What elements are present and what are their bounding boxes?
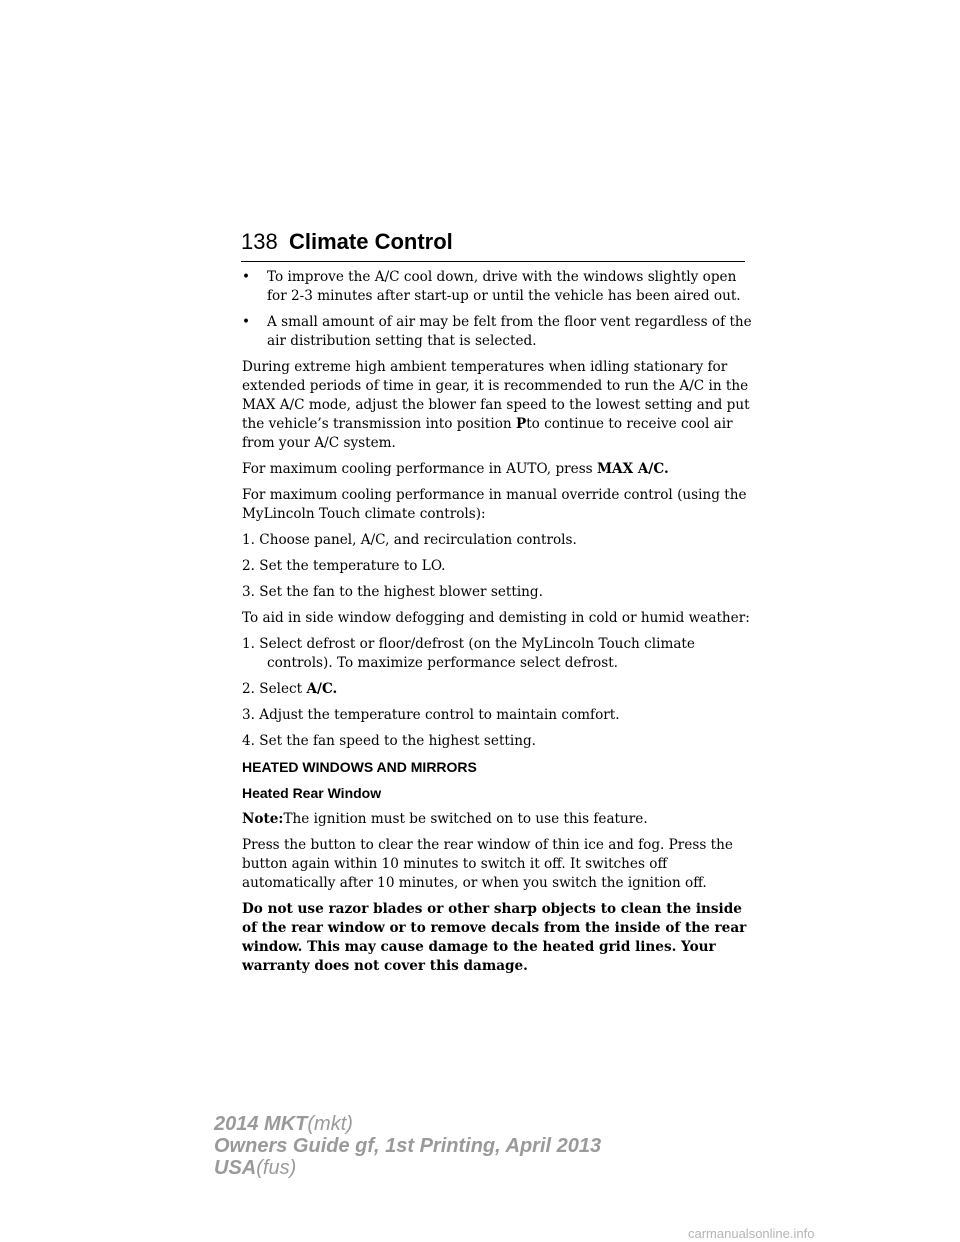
footer-model-line: 2014 MKT(mkt) <box>214 1113 353 1135</box>
list-item: 3. Adjust the temperature control to maintain comfort. <box>242 707 620 723</box>
list-item: 1. Choose panel, A/C, and recirculation controls. <box>242 532 577 548</box>
bullet-text: A small amount of air may be felt from the floor vent regardless of the air distribution setting that is selected. <box>267 314 752 349</box>
bullet-icon: • <box>242 269 251 285</box>
usage-paragraph: Press the button to clear the rear window of thin ice and fog. Press the button again within 10 minutes to switch it off. It switches off automatically after 10 minutes, or when you switch the ignition off. <box>242 837 733 891</box>
defogging-steps <box>242 609 752 751</box>
subsection-heading: Heated Rear Window <box>242 785 382 801</box>
tips-list <box>242 268 752 351</box>
list-item: 1. Select defrost or floor/defrost (on the MyLincoln Touch climate controls). To maximize performance select defrost. <box>242 636 695 671</box>
list-item: 3. Set the fan to the highest blower setting. <box>242 584 543 600</box>
note-paragraph: Note:The ignition must be switched on to use this feature. <box>242 811 648 827</box>
footer-guide-line: Owners Guide gf, 1st Printing, April 2013 <box>214 1135 602 1157</box>
page-header <box>241 227 745 262</box>
auto-mode-paragraph: For maximum cooling performance in AUTO, press MAX A/C. <box>242 461 669 477</box>
note-label: Note: <box>242 811 284 827</box>
defogging-lead: To aid in side window defogging and demisting in cold or humid weather: <box>242 610 750 626</box>
bullet-text: To improve the A/C cool down, drive with the windows slightly open for 2-3 minutes after start-up or until the vehicle has been aired out. <box>267 269 741 304</box>
list-item: 4. Set the fan speed to the highest setting. <box>242 733 537 749</box>
chapter-title: Climate Control <box>289 229 453 254</box>
section-heading: HEATED WINDOWS AND MIRRORS <box>242 759 477 775</box>
print-footer <box>214 1113 601 1179</box>
list-item: 2. Set the temperature to LO. <box>242 558 446 574</box>
manual-override-steps <box>242 486 752 602</box>
manual-override-lead: For maximum cooling performance in manual override control (using the MyLincoln Touch climate controls): <box>242 487 747 522</box>
list-item <box>242 268 752 306</box>
extreme-temperature-paragraph: During extreme high ambient temperatures when idling stationary for extended periods of time in gear, it is recommended to run the A/C in the MAX A/C mode, adjust the blower fan speed to the lowest setting and put the vehicle’s transmission into position Pto continue to receive cool air from your A/C system. <box>242 359 750 451</box>
page-body <box>242 268 752 983</box>
footer-region-line: USA(fus) <box>214 1157 297 1179</box>
list-item <box>242 313 752 351</box>
bullet-icon: • <box>242 314 251 330</box>
watermark: carmanualsonline.info <box>688 1226 815 1241</box>
list-item: 2. Select A/C. <box>242 681 338 697</box>
warning-paragraph: Do not use razor blades or other sharp objects to clean the inside of the rear window or to remove decals from the inside of the rear window. This may cause damage to the heated grid lines. Your warranty does not cover this damage. <box>242 901 747 974</box>
page-number: 138 <box>241 229 278 254</box>
